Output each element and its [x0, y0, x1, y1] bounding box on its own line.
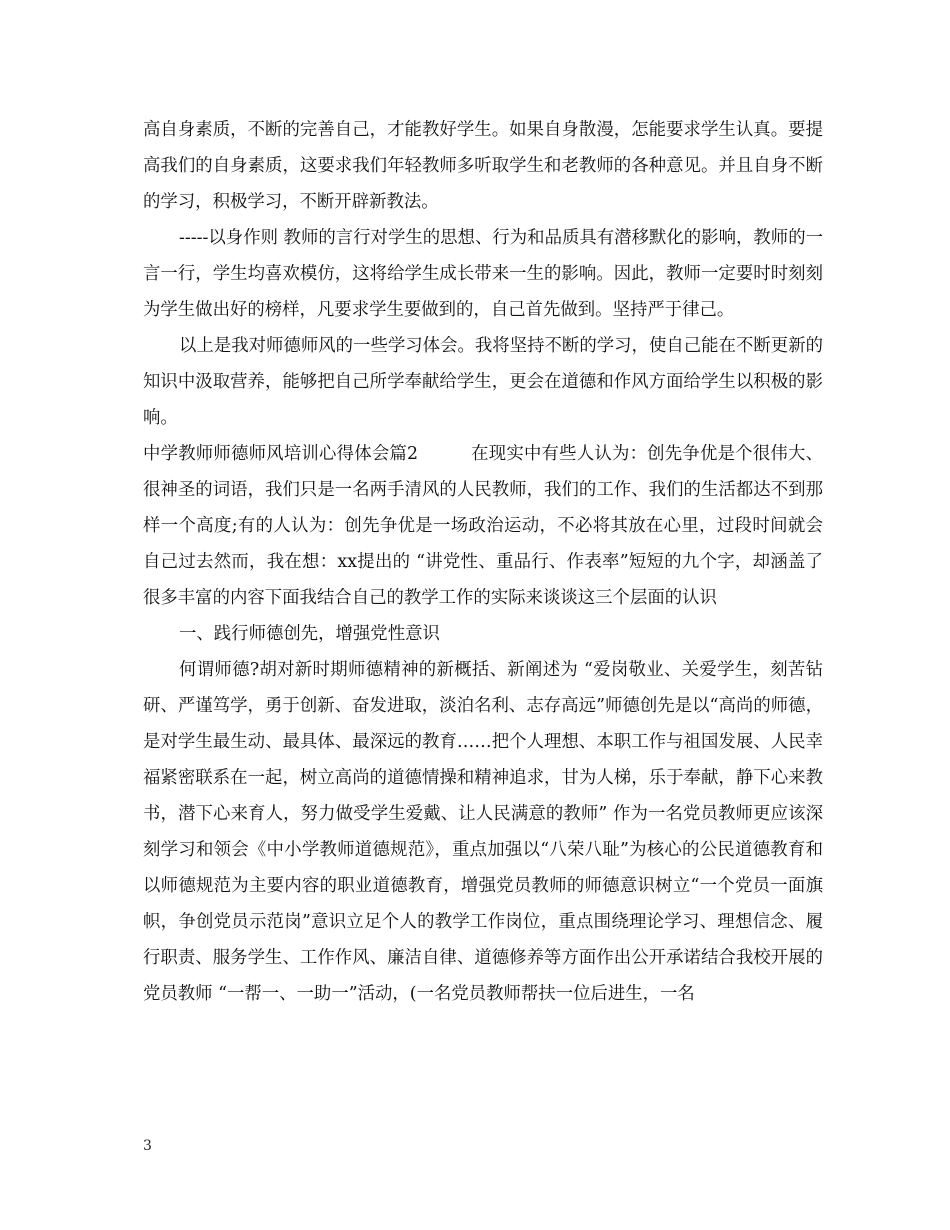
- page-number: 3: [143, 1138, 152, 1154]
- paragraph: 何谓师德?胡对新时期师德精神的新概括、新阐述为 “爱岗敬业、关爱学生，刻苦钻研、严谨笃学，勇于创新、奋发进取，淡泊名利、志存高远”师德创先是以“高尚的师德，是对学生最生动、最具体、最深远的教育……把个人理想、本职工作与祖国发展、人民幸福紧密联系在一起，树立高尚的道德情操和精神追求，甘为人梯，乐于奉献，静下心来教书，潜下心来育人，努力做受学生爱戴、让人民满意的教师” 作为一名党员教师更应该深刻学习和领会《中小学教师道德规范》，重点加强以“八荣八耻”为核心的公民道德教育和以师德规范为主要内容的职业道德教育，增强党员教师的师德意识树立“一个党员一面旗帜，争创党员示范岗”意识立足个人的教学工作岗位，重点围绕理论学习、理想信念、履行职责、服务学生、工作作风、廉洁自律、道德修养等方面作出公开承诺结合我校开展的党员教师 “一帮一、一助一”活动，(一名党员教师帮扶一位后进生，一名: [143, 660, 823, 1004]
- paragraph: 以上是我对师德师风的一些学习体会。我将坚持不断的学习，使自己能在不断更新的知识中汲取营养，能够把自己所学奉献给学生，更会在道德和作风方面给学生以积极的影响。: [143, 336, 823, 428]
- paragraph-section-heading: 中学教师师德师风培训心得体会篇2 在现实中有些人认为：创先争优是个很伟大、很神圣的词语，我们只是一名两手清风的人民教师，我们的工作、我们的生活都达不到那样一个高度;有的人认为：创先争优是一场政治运动，不必将其放在心里，过段时间就会自己过去然而，我在想：xx提出的 “讲党性、重品行、作表率”短短的九个字，却涵盖了很多丰富的内容下面我结合自己的教学工作的实际来谈谈这三个层面的认识: [143, 444, 823, 608]
- paragraph: -----以身作则 教师的言行对学生的思想、行为和品质具有潜移默化的影响，教师的一言一行，学生均喜欢模仿，这将给学生成长带来一生的影响。因此，教师一定要时时刻刻为学生做出好的榜样，凡要求学生要做到的，自己首先做到。坚持严于律己。: [143, 228, 823, 320]
- document-body: [143, 112, 823, 1012]
- paragraph-subheading: 一、践行师德创先，增强党性意识: [179, 624, 440, 644]
- paragraph: 高自身素质，不断的完善自己，才能教好学生。如果自身散漫，怎能要求学生认真。要提高我们的自身素质，这要求我们年轻教师多听取学生和老教师的各种意见。并且自身不断的学习，积极学习，不断开辟新教法。: [143, 120, 823, 212]
